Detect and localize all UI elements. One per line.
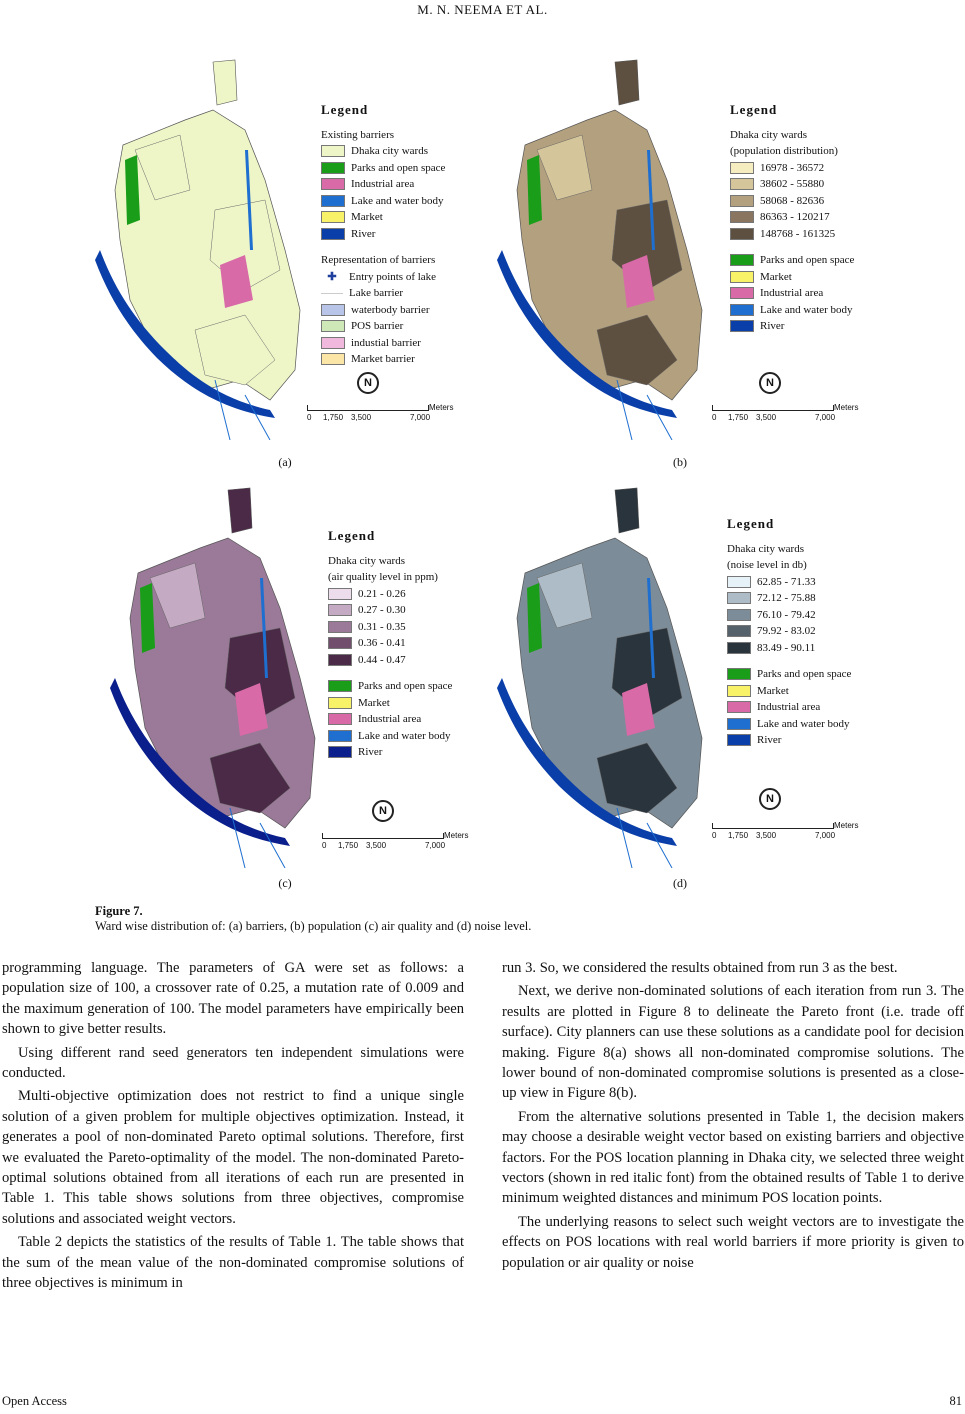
legend-label: Lake and water body <box>760 303 853 316</box>
legend-label: River <box>757 734 782 746</box>
legend-label: Parks and open space <box>351 161 446 174</box>
paragraph: programming language. The parameters of GA were set as follows: a population size of 100, a crossover rate of 0.25, a mutation rate of 0.009 and the maximum generation of 100. The model parameters have empirically been shown to give better results. <box>2 960 464 1038</box>
legend-swatch <box>730 254 754 266</box>
legend-swatch <box>730 162 754 174</box>
legend-item <box>727 716 851 733</box>
ward-north <box>213 60 237 105</box>
legend-swatch <box>321 145 345 157</box>
legend-label: 0.21 - 0.26 <box>358 587 406 600</box>
legend-swatch <box>730 178 754 190</box>
legend-label: River <box>358 746 383 758</box>
legend-group-title: Dhaka city wards <box>730 128 807 141</box>
legend-label: 62.85 - 71.33 <box>757 575 816 588</box>
legend-item <box>730 285 854 302</box>
legend-item <box>328 744 452 761</box>
legend-swatch <box>321 304 345 316</box>
legend-label: Parks and open space <box>760 254 855 266</box>
legend-label: 38602 - 55880 <box>760 178 825 190</box>
legend-label: Parks and open space <box>757 668 852 680</box>
legend-swatch <box>328 637 352 649</box>
legend-swatch <box>727 734 751 746</box>
legend-item <box>328 728 452 745</box>
scale-tick-label: 7,000 <box>425 841 446 850</box>
legend-label: Industrial area <box>358 713 422 725</box>
panel-label: (c) <box>278 876 292 890</box>
legend-label: Industrial area <box>760 287 824 299</box>
caption-title: Figure 7. <box>95 904 143 918</box>
legend-swatch <box>321 228 345 240</box>
legend-swatch <box>730 195 754 207</box>
legend-swatch <box>321 211 345 223</box>
legend-title: Legend <box>321 102 369 117</box>
legend-item <box>730 302 854 319</box>
legend-item <box>727 574 851 591</box>
panel-label: (a) <box>278 455 292 469</box>
legend-item <box>727 732 851 749</box>
legend-swatch <box>727 668 751 680</box>
north-arrow-icon <box>357 372 379 394</box>
scale-bar <box>322 831 469 850</box>
legend-label: 83.49 - 90.11 <box>757 641 816 654</box>
legend-swatch: ✚ <box>327 270 337 283</box>
legend-item <box>321 302 445 319</box>
legend-label: Lake barrier <box>349 287 404 299</box>
legend-label: Dhaka city wards <box>351 145 428 157</box>
legend-label: River <box>760 320 785 332</box>
scale-bar-graphic <box>712 823 834 829</box>
legend-item <box>321 209 445 226</box>
legend-group-title: Dhaka city wards <box>727 542 804 555</box>
legend-swatch <box>321 293 343 294</box>
legend-item <box>328 619 452 636</box>
legend-label: 0.36 - 0.41 <box>358 637 406 649</box>
scale-tick-label: 1,750 <box>338 841 359 850</box>
legend-label: POS barrier <box>351 320 404 332</box>
legend-item <box>727 623 851 640</box>
scale-tick-label: 0 <box>322 841 327 850</box>
city-map <box>95 50 310 440</box>
legend-item <box>730 252 854 269</box>
left-column <box>2 958 464 1297</box>
map-panel <box>497 50 877 450</box>
legend-swatch <box>730 304 754 316</box>
scale-tick-label: 1,750 <box>728 413 749 422</box>
legend-label: Lake and water body <box>358 729 451 742</box>
legend-item <box>321 193 445 210</box>
map-panel <box>110 478 490 878</box>
paragraph: From the alternative solutions presented in Table 1, the decision makers may choose a desirable weight vector based on existing barriers and objective factors. For the POS location planning in Dhaka city, we selected three weight vectors (shown in red italic font) from the obtained results of Table 1 to derive minimum weighted distances and minimum POS location points. <box>502 1108 964 1207</box>
legend-swatch <box>727 609 751 621</box>
legend-swatch <box>328 604 352 616</box>
ward-north <box>615 60 639 105</box>
legend-swatch <box>328 713 352 725</box>
legend-item <box>321 351 445 368</box>
legend-swatch <box>730 271 754 283</box>
legend-item <box>328 678 452 695</box>
legend-label: Market <box>351 211 383 223</box>
legend-item <box>727 683 851 700</box>
city-map <box>110 478 325 868</box>
legend-swatch <box>730 228 754 240</box>
legend-item <box>727 699 851 716</box>
legend-group-title: Existing barriers <box>321 128 395 141</box>
legend-title: Legend <box>727 516 775 531</box>
legend-item <box>727 590 851 607</box>
legend-label: Industrial area <box>757 701 821 713</box>
caption-text: Ward wise distribution of: (a) barriers, (b) population (c) air quality and (d) noise level. <box>95 919 532 933</box>
paragraph: The underlying reasons to select such weight vectors are to investigate the effects on POS locations with real world barriers if more priority is given to population or air quality or noise <box>502 1213 964 1271</box>
legend-label: 79.92 - 83.02 <box>757 625 816 637</box>
legend-swatch <box>328 680 352 692</box>
ward-north <box>228 488 252 533</box>
legend-item <box>321 335 445 352</box>
legend-item <box>321 318 445 335</box>
legend-swatch <box>321 162 345 174</box>
legend-swatch <box>321 195 345 207</box>
legend-swatch <box>727 718 751 730</box>
legend-item <box>328 695 452 712</box>
legend-item <box>321 160 445 177</box>
scale-tick-label: 0 <box>712 831 717 840</box>
legend-item <box>328 635 452 652</box>
legend-label: Entry points of lake <box>349 270 437 283</box>
north-label: N <box>766 793 774 805</box>
legend-label: 72.12 - 75.88 <box>757 592 816 604</box>
scale-tick-label: 3,500 <box>351 413 372 422</box>
legend-label: 86363 - 120217 <box>760 211 830 223</box>
scale-bar-graphic <box>322 833 444 839</box>
running-head: M. N. NEEMA ET AL. <box>417 2 548 17</box>
paragraph: Multi-objective optimization does not restrict to find a unique single solution of a given problem for multiple objectives optimization. Instead, it generates a pool of non-dominated Pareto optimal solutions. Therefore, first we evaluated the Pareto-optimality of the model. The non-dominated Pareto-optimal solutions obtained from all iterations of each run are presented in Table 1. This table shows solutions from three objectives, compromise solutions and associated weight vectors. <box>2 1088 464 1227</box>
legend-swatch <box>730 320 754 332</box>
legend-swatch <box>328 746 352 758</box>
legend <box>328 528 452 761</box>
footer-open-access: Open Access <box>2 1394 67 1408</box>
page-number: 81 <box>949 1394 962 1408</box>
panel-label: (b) <box>673 455 687 469</box>
legend-item <box>328 602 452 619</box>
legend-item <box>321 143 445 160</box>
legend-label: Market <box>760 270 792 283</box>
legend-item <box>730 160 854 177</box>
legend-label: 0.27 - 0.30 <box>358 604 406 616</box>
scale-tick-label: 7,000 <box>815 413 836 422</box>
legend-title: Legend <box>328 528 376 543</box>
north-label: N <box>364 377 372 389</box>
legend-label: Lake and water body <box>757 717 850 730</box>
legend-swatch <box>727 685 751 697</box>
scale-tick-label: 3,500 <box>756 413 777 422</box>
scale-unit: Meters <box>429 403 454 412</box>
legend-label: 0.44 - 0.47 <box>358 653 406 666</box>
legend-swatch <box>328 588 352 600</box>
legend-swatch <box>727 642 751 654</box>
paragraph: Using different rand seed generators ten independent simulations were conducted. <box>2 1044 464 1082</box>
legend-label: industial barrier <box>351 336 421 349</box>
legend-item <box>321 176 445 193</box>
legend-item <box>328 711 452 728</box>
scale-bar <box>712 821 859 840</box>
scale-tick-label: 1,750 <box>728 831 749 840</box>
legend-swatch <box>328 697 352 709</box>
scale-tick-label: 1,750 <box>323 413 344 422</box>
map-panel <box>497 478 877 878</box>
legend-item <box>730 226 854 243</box>
legend-title: Legend <box>730 102 778 117</box>
city-map <box>497 50 712 440</box>
legend-swatch <box>321 178 345 190</box>
legend-group-subtitle: (population distribution) <box>730 145 838 157</box>
legend <box>321 102 445 368</box>
legend-label: Parks and open space <box>358 680 453 692</box>
paragraph: run 3. So, we considered the results obtained from run 3 as the best. <box>502 960 898 976</box>
legend-item <box>730 176 854 193</box>
legend-swatch <box>727 701 751 713</box>
legend-label: 76.10 - 79.42 <box>757 608 816 621</box>
north-arrow-icon <box>372 800 394 822</box>
legend-swatch <box>321 337 345 349</box>
scale-unit: Meters <box>444 831 469 840</box>
legend-item <box>727 607 851 624</box>
north-arrow-icon <box>759 788 781 810</box>
scale-unit: Meters <box>834 821 859 830</box>
scale-tick-label: 7,000 <box>815 831 836 840</box>
north-label: N <box>766 377 774 389</box>
legend-group-title: Dhaka city wards <box>328 554 405 567</box>
legend-item <box>328 652 452 669</box>
legend-label: 16978 - 36572 <box>760 161 825 174</box>
legend-label: 0.31 - 0.35 <box>358 620 406 633</box>
legend-label: waterbody barrier <box>351 303 430 316</box>
legend-label: River <box>351 227 376 240</box>
legend-swatch <box>328 621 352 633</box>
legend-swatch <box>730 287 754 299</box>
legend-item <box>321 226 445 243</box>
legend-label: Market <box>757 684 789 697</box>
scale-tick-label: 3,500 <box>366 841 387 850</box>
legend-label: Industrial area <box>351 178 415 190</box>
legend-item <box>321 285 445 302</box>
legend-item <box>727 666 851 683</box>
scale-tick-label: 0 <box>307 413 312 422</box>
legend-label: 148768 - 161325 <box>760 227 836 240</box>
legend-swatch <box>321 320 345 332</box>
map-panel <box>95 50 475 450</box>
legend-item <box>321 269 445 286</box>
legend-swatch <box>328 730 352 742</box>
legend-swatch <box>727 576 751 588</box>
scale-tick-label: 3,500 <box>756 831 777 840</box>
scale-bar-graphic <box>307 405 429 411</box>
legend-label: Market <box>358 696 390 709</box>
legend-label: Market barrier <box>351 353 415 365</box>
legend-item <box>727 640 851 657</box>
figure-caption <box>95 904 531 934</box>
scale-bar <box>307 403 454 422</box>
legend-item <box>730 209 854 226</box>
legend-label: 58068 - 82636 <box>760 194 825 207</box>
scale-tick-label: 0 <box>712 413 717 422</box>
legend <box>730 102 854 335</box>
paragraph: Table 2 depicts the statistics of the results of Table 1. The table shows that the sum of the mean value of the non-dominated compromise solutions of three objectives is minimum in <box>2 1234 464 1292</box>
scale-bar <box>712 403 859 422</box>
panel-label: (d) <box>673 876 687 890</box>
scale-tick-label: 7,000 <box>410 413 431 422</box>
north-label: N <box>379 805 387 817</box>
ward-north <box>615 488 639 533</box>
legend-swatch <box>730 211 754 223</box>
legend-group-title: Representation of barriers <box>321 254 436 266</box>
legend-swatch <box>321 353 345 365</box>
right-column <box>502 958 964 1276</box>
scale-unit: Meters <box>834 403 859 412</box>
scale-bar-graphic <box>712 405 834 411</box>
legend-item <box>730 269 854 286</box>
legend <box>727 516 851 749</box>
legend-group-subtitle: (air quality level in ppm) <box>328 571 438 583</box>
legend-swatch <box>727 592 751 604</box>
paragraph: Next, we derive non-dominated solutions of each iteration from run 3. The results are plotted in Figure 8 to delineate the Pareto front (i.e. trade off surface). City planners can use these solutions as a candidate pool for decision making. Figure 8(a) shows all non-dominated compromise solutions. The lower bound of non-dominated compromise solutions is presented as a close-up view in Figure 8(b). <box>502 983 964 1102</box>
legend-swatch <box>328 654 352 666</box>
legend-swatch <box>727 625 751 637</box>
legend-group-subtitle: (noise level in db) <box>727 559 807 571</box>
legend-label: Lake and water body <box>351 194 444 207</box>
north-arrow-icon <box>759 372 781 394</box>
legend-item <box>730 193 854 210</box>
legend-item <box>328 586 452 603</box>
city-map <box>497 478 712 868</box>
legend-item <box>730 318 854 335</box>
